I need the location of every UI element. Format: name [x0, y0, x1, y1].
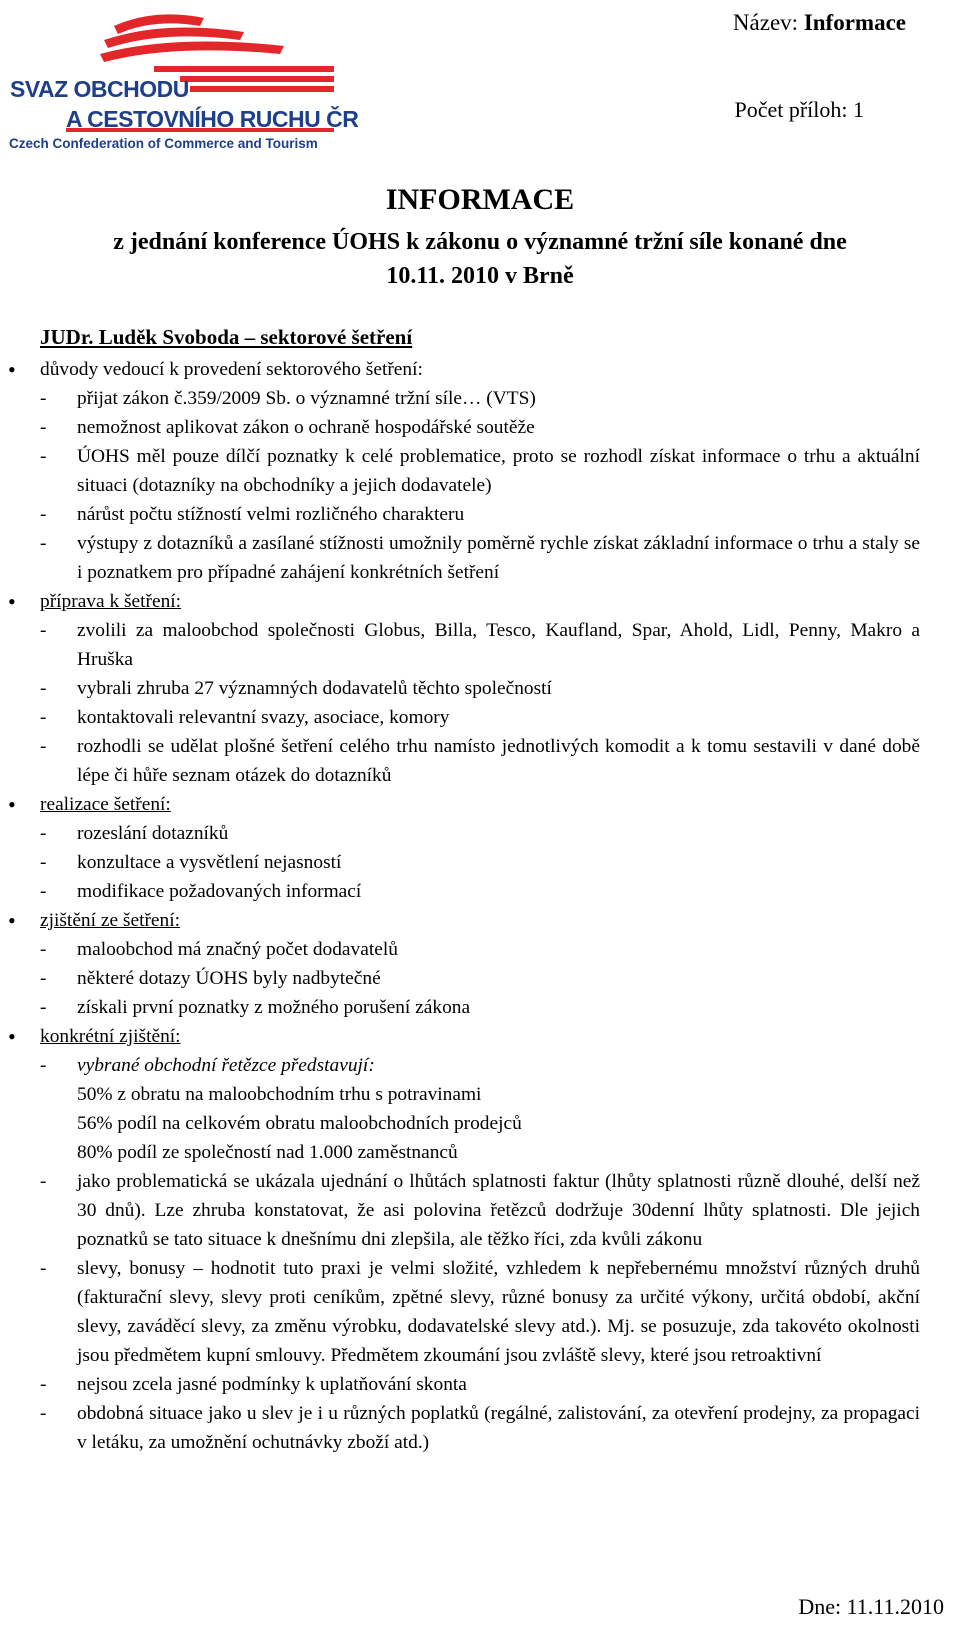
- subtitle-line-1: z jednání konference ÚOHS k zákonu o významné tržní síle konané dne: [113, 229, 847, 255]
- statistic-line: 80% podíl ze společností nad 1.000 zaměstnanců: [77, 1142, 458, 1163]
- list-item: - kontaktovali relevantní svazy, asociace, komory: [40, 707, 450, 728]
- statistic-line: 56% podíl na celkovém obratu maloobchodních prodejců: [77, 1113, 522, 1134]
- list-item: - jako problematická se ukázala ujednání o lhůtách splatnosti faktur (lhůty splatnosti různě dlouhé, delší než 30 dnů). Lze zhruba konstatovat, že asi polovina řetězců dodržuje 30denní lhůty splatnosti. Dle jejich poznatků se tato situace k dnešnímu dni zlepšila, ale těžko říci, zda kvůli zákonu: [40, 1171, 920, 1250]
- attachment-count: Počet příloh: 1: [734, 97, 864, 122]
- section-heading-text: konkrétní zjištění:: [40, 1026, 181, 1047]
- document-name: [733, 10, 906, 36]
- bullet-icon: •: [8, 357, 16, 382]
- document-body: [8, 355, 920, 1457]
- bullet-icon: •: [8, 792, 16, 817]
- document-name-value: Informace: [803, 10, 906, 35]
- section-findings: [8, 906, 920, 1022]
- list-item: - získali první poznatky z možného porušení zákona: [40, 997, 471, 1018]
- list-item: - ÚOHS měl pouze dílčí poznatky k celé problematice, proto se rozhodl získat informace o trhu a aktuální situaci (dotazníky na obchodníky a jejich dodavatele): [40, 446, 920, 496]
- bullet-icon: •: [8, 1024, 16, 1049]
- list-item: - výstupy z dotazníků a zasílané stížnosti umožnily poměrně rychle získat základní informace o trhu a staly se i poznatkem pro případné zahájení konkrétních šetření: [40, 533, 920, 583]
- document-date: Dne: 11.11.2010: [798, 1594, 944, 1619]
- section-heading: [8, 355, 920, 384]
- list-item: - slevy, bonusy – hodnotit tuto praxi je velmi složité, vzhledem k nepřebernému množství různých druhů (fakturační slevy, slevy proti ceníkům, zpětné slevy, různé bonusy za určité výkony, určitá období, akční slevy, zaváděcí slevy, za změnu výrobku, dodavatelské slevy atd.). Mj. se posuzuje, zda takovéto okolnosti jsou předmětem kupní smlouvy. Předmětem zkoumání jsou zvláště slevy, které jsou retroaktivní: [40, 1258, 920, 1366]
- section-heading-text: realizace šetření:: [40, 794, 171, 815]
- list-item: - nárůst počtu stížností velmi rozličného charakteru: [40, 504, 465, 525]
- list-item: - konzultace a vysvětlení nejasností: [40, 852, 342, 873]
- section-realization: [8, 790, 920, 906]
- list-item: - nemožnost aplikovat zákon o ochraně hospodářské soutěže: [40, 417, 535, 438]
- section-heading: [8, 1022, 920, 1051]
- section-heading: [8, 587, 920, 616]
- logo-line-3: Czech Confederation of Commerce and Tourism: [9, 136, 318, 151]
- list-item: - nejsou zcela jasné podmínky k uplatňování skonta: [40, 1374, 467, 1395]
- document-subtitle: [0, 225, 960, 293]
- section-heading: [8, 790, 920, 819]
- section-heading-text: důvody vedoucí k provedení sektorového šetření:: [40, 359, 423, 380]
- organization-logo: [4, 6, 359, 151]
- section-specific-findings: [8, 1022, 920, 1457]
- section-heading: [8, 906, 920, 935]
- list-item: - rozhodli se udělat plošné šetření celého trhu namísto jednotlivých komodit a k tomu sestavili v dané době lépe či hůře seznam otázek do dotazníků: [40, 736, 920, 786]
- statistic-line: 50% z obratu na maloobchodním trhu s potravinami: [77, 1084, 482, 1105]
- bullet-icon: •: [8, 908, 16, 933]
- subtitle-line-2: 10.11. 2010 v Brně: [386, 263, 574, 289]
- list-item: - modifikace požadovaných informací: [40, 881, 362, 902]
- bullet-icon: •: [8, 589, 16, 614]
- section-reasons: [8, 355, 920, 587]
- document-name-label: Název:: [732, 10, 799, 35]
- section-heading-text: příprava k šetření:: [40, 591, 182, 612]
- section-heading-text: zjištění ze šetření:: [40, 910, 180, 931]
- logo-line-2: A CESTOVNÍHO RUCHU ČR: [66, 106, 359, 132]
- logo-line-1: SVAZ OBCHODU: [10, 76, 189, 102]
- section-preparation: [8, 587, 920, 790]
- list-item: - obdobná situace jako u slev je i u různých poplatků (regálné, zalistování, za otevření prodejny, za propagaci v letáku, za umožnění ochutnávky zboží atd.): [40, 1403, 920, 1453]
- speaker-heading: JUDr. Luděk Svoboda – sektorové šetření: [40, 325, 413, 349]
- list-item: - maloobchod má značný počet dodavatelů: [40, 939, 398, 960]
- list-item: - přijat zákon č.359/2009 Sb. o významné tržní síle… (VTS): [40, 388, 536, 409]
- document-title: INFORMACE: [385, 183, 575, 216]
- list-item: - vybrané obchodní řetězce představují:: [40, 1055, 375, 1076]
- list-item: - některé dotazy ÚOHS byly nadbytečné: [40, 968, 381, 989]
- list-item: - vybrali zhruba 27 významných dodavatelů těchto společností: [40, 678, 552, 699]
- list-item: - zvolili za maloobchod společnosti Globus, Billa, Tesco, Kaufland, Spar, Ahold, Lidl, Penny, Makro a Hruška: [40, 620, 920, 670]
- list-item: - rozeslání dotazníků: [40, 823, 229, 844]
